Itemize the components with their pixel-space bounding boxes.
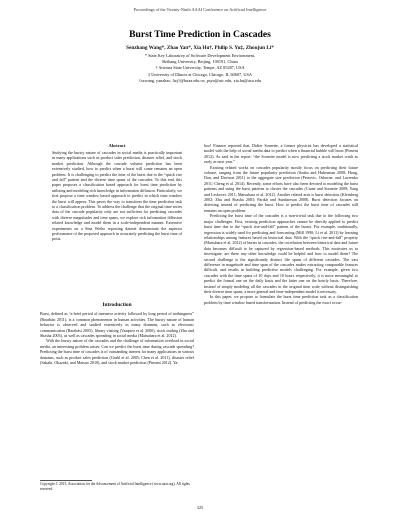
paper-title: Burst Time Prediction in Cascades (129, 29, 271, 40)
affiliation-line: † Arizona State University, Tempe, AZ 85287, USA (155, 65, 245, 71)
footnote-divider (40, 480, 92, 481)
email-line: {szwang, yanzhao, lizj}@buaa.edu.cn, psyu@uic.edu, xia.hu@asu.edu (138, 77, 262, 83)
abstract-heading: Abstract (108, 143, 126, 148)
affiliation-line: ‡ University of Illinois at Chicago, Chicago, IL 60607, USA (148, 71, 252, 77)
right-column (204, 143, 358, 305)
page-number: 325 (196, 505, 204, 510)
body-paragraph: hoo! Finance reported that, Didier Sornette, a former physicist has developed a statistical model with the help of social media data to predict when a financial bubble will burst (Pinsent 2012). As said in the report: “the Sornette model is now predicting a stock market crash as early as next year.” (204, 143, 358, 165)
proceedings-header: Proceedings of the Twenty-Ninth AAAI Conference on Artificial Intelligence (133, 7, 267, 12)
introduction-section (40, 303, 194, 365)
abstract-section (40, 143, 194, 242)
body-paragraph: Existing related works on cascades popularity mostly focus on predicting their future volume, ranging from the future popularity prediction (Szabo and Huberman 2008; Hong, Dan, and Davison 2011) to the aggregate size prediction (Petrovic, Osborne, and Lavrenko 2011; Cheng et al. 2014). Recently, some efforts have also been devoted to modeling the burst patterns and using the burst patterns to cluster the cascades (Crane and Sornette 2008; Yang and Leskovec 2011; Matsubara et al. 2012). Another related area is burst detection (Kleinberg 2002; Zhu and Shasha 2003; Parikh and Sundaresan 2008). Burst detection focuses on detecting instead of predicting the burst. How to predict the burst time of cascades still remains an open problem. (204, 164, 358, 213)
body-paragraph: In this paper, we propose to formulate the burst time prediction task as a classification problem by time window based transformation. Instead of predicting the exact occur- (204, 294, 358, 305)
affiliation-line: Beihang University, Beijing, 100191, China (162, 59, 238, 65)
copyright-footnote: Copyright © 2015, Association for the Advancement of Artificial Intelligence (www.aaai.org). All rights reserved. (40, 482, 190, 491)
author-list: Senzhang Wang*, Zhao Yan*, Xia Hu†, Philip S. Yu‡, Zhoujun Li* (126, 45, 274, 51)
introduction-heading: Introduction (102, 302, 132, 308)
body-paragraph: Predicting the burst time of the cascades is a non-trivial task due to the following two major challenges. First, existing prediction approaches cannot be directly applied to predict burst time due to the “quick rise-and-fall” pattern of the bursts. For example, traditionally, regression is widely used for predicting and forecasting (Mill 1990; Li et al. 2011) by learning relationships among features based on historical data. With the “quick rise-and-fall” property (Matsubara et al. 2012) of bursts in cascades, the correlation between historical data and future data becomes difficult to be captured by regression-based methods. This motivates us to investigate: are there any other knowledge could be helpful and how to model them? The second challenge is the significantly distinct life spans of different cascades. The vast difference in magnitude and time span of the cascades makes extracting comparable features difficult, and results in building predictive models challenging. For example, given two cascades with the time spans of 10 days and 10 hours respectively, it is more meaningful to predict the formal one on the daily basis and the latter one on the hourly basis. Therefore, instead of simply modeling all the cascades in the original time scale without distinguishing their diverse time spans, a more general and time-independent model is necessary. (204, 213, 358, 294)
body-paragraph: Burst, defined as “a brief period of intensive activity followed by long period of nothingness” (Barabási 2011), is a common phenomenon in human activities. The bursty nature of human behavior is observed and studied extensively in many domains, such as electronic communication (Barabási 2005), library visiting (Vazquez et al. 2006), stock trading (Zhu and Shasha 2003), as well as cascades spreading in social media (Matsubara et al. 2012). (40, 311, 194, 339)
abstract-text: Studying the bursty nature of cascades in social media is practically important in many applications such as product sales prediction, disaster relief, and stock market prediction. Although the cascade volume prediction has been extensively studied, how to predict when a burst will come remains an open problem. It is challenging to predict the time of the burst due to the “quick rise and fall” pattern and the diverse time spans of the cascades. To this end, this paper proposes a classification based approach for burst time prediction by utilizing and modeling rich knowledge in information diffusion. Particularly, we first propose a time window based approach to predict in which time window the burst will appear. This paves the way to transform the time prediction task to a classification problem. To address the challenge that the original time series data of the cascade popularity only are not sufficient for predicting cascades with diverse magnitudes and time spans, we explore rich information diffusion related knowledge and model them in a scale-independent manner. Extensive experiments on a Sina Weibo reposting dataset demonstrate the superior performance of the proposed approach in accurately predicting the burst time of posts. (52, 149, 182, 242)
body-paragraph: With the bursty nature of the cascades and the challenge of information overload in social media, an interesting problem arises: Can we predict the burst time during cascade spreading? Predicting the burst time of cascades is of outstanding interest for many applications in various domains, such as product sales prediction (Gruhl et al. 2005; Chen et al. 2011), disaster relief (Sakaki, Okazaki, and Matsuo 2010), and stock market prediction (Pinsent 2012). Ya- (40, 338, 194, 366)
affiliation-block (0, 53, 400, 84)
affiliation-line: * State Key Laboratory of Software Development Environment, (144, 53, 256, 58)
